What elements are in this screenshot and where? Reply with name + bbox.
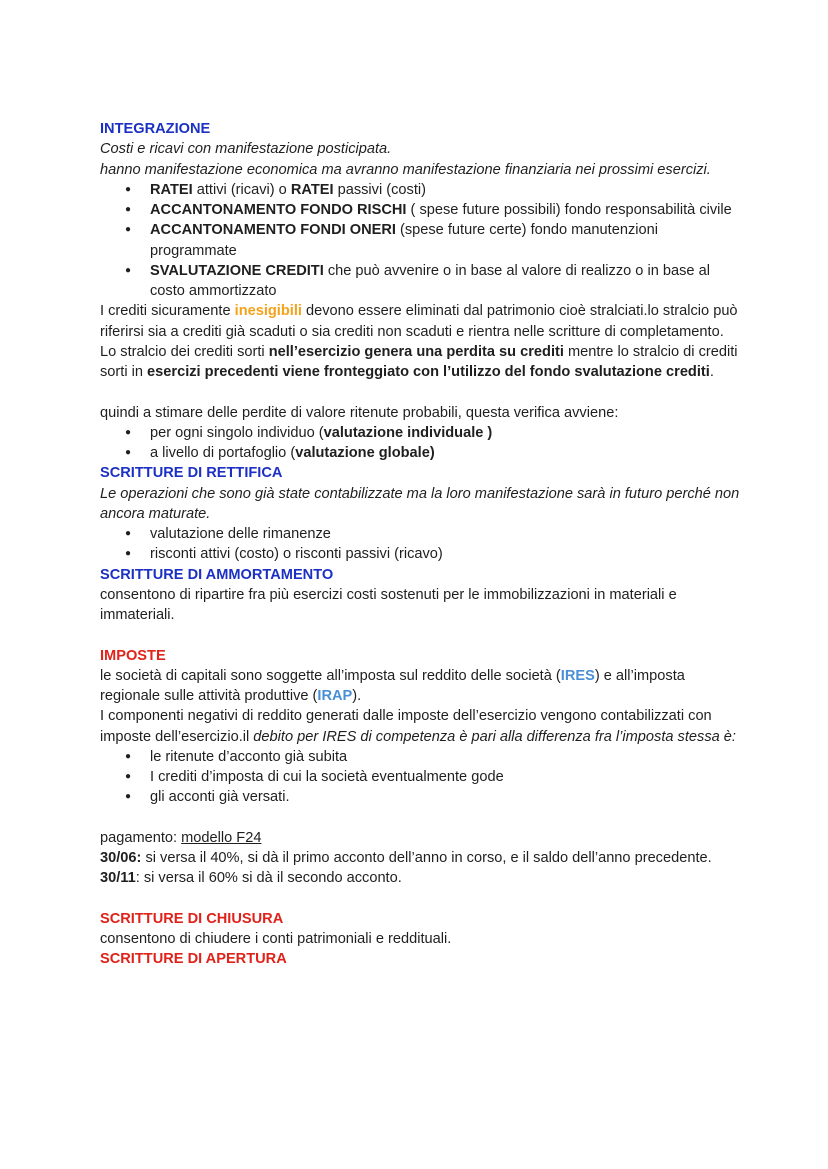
document-page [100, 119, 740, 970]
integrazione-heading: INTEGRAZIONE [100, 121, 211, 137]
list-item: ● ACCANTONAMENTO FONDI ONERI (spese future certe) fondo manutenzioni programmate [100, 220, 740, 261]
pagamento-line: pagamento: modello F24 [100, 829, 262, 846]
rettifica-heading: SCRITTURE DI RETTIFICA [100, 465, 283, 482]
stima-list [100, 423, 740, 464]
date1-line: 30/06: si versa il 40%, si dà il primo acconto dell’anno in corso, e il saldo dell’anno precedente. [100, 850, 712, 866]
list-item: ● ACCANTONAMENTO FONDO RISCHI ( spese future possibili) fondo responsabilità civile [100, 200, 740, 220]
integrazione-description: hanno manifestazione economica ma avranno manifestazione finanziaria nei prossimi esercizi. [100, 161, 711, 178]
integrazione-list [100, 180, 740, 302]
chiusura-description: consentono di chiudere i conti patrimoniali e reddituali. [100, 931, 452, 947]
apertura-heading: SCRITTURE DI APERTURA [100, 951, 287, 968]
list-item: ● RATEI attivi (ricavi) o RATEI passivi (costi) [100, 180, 740, 200]
rettifica-list [100, 524, 740, 565]
ammortamento-description: consentono di ripartire fra più esercizi costi sostenuti per le immobilizzazioni in materiali e immateriali. [100, 586, 677, 623]
crediti-paragraph: I crediti sicuramente inesigibili devono essere eliminati dal patrimonio cioè stralciati.lo stralcio può riferirsi sia a crediti già scaduti o sia crediti non scaduti e rientra nelle scritture di completamento. Lo stralcio dei crediti sorti nell’esercizio genera una perdita su crediti mentre lo stralcio di crediti sorti in esercizi precedenti viene fronteggiato con l’utilizzo del fondo svalutazione crediti. [100, 303, 738, 380]
list-item: ● SVALUTAZIONE CREDITI che può avvenire o in base al valore di realizzo o in base al costo ammortizzato [100, 261, 740, 302]
integrazione-subtitle: Costi e ricavi con manifestazione posticipata. [100, 141, 392, 158]
componenti-paragraph: I componenti negativi di reddito generati dalle imposte dell’esercizio vengono contabilizzati con imposte dell’esercizio.il debito per IRES di competenza è pari alla differenza fra l’imposta stessa è: [100, 708, 736, 745]
rettifica-description: Le operazioni che sono già state contabilizzate ma la loro manifestazione sarà in futuro perché non ancora maturate. [100, 485, 740, 522]
list-item: ● risconti attivi (costo) o risconti passivi (ricavo) [100, 544, 740, 564]
imposte-list [100, 747, 740, 808]
imposte-paragraph: le società di capitali sono soggette all’imposta sul reddito delle società (IRES) e all’imposta regionale sulle attività produttive (IRAP). [100, 667, 685, 704]
imposte-heading: IMPOSTE [100, 647, 166, 664]
list-item: ● a livello di portafoglio (valutazione globale) [100, 443, 740, 463]
modello-f24-link[interactable]: modello F24 [181, 829, 262, 846]
inesigibili-highlight: inesigibili [234, 303, 302, 320]
irap-label: IRAP [317, 688, 353, 704]
chiusura-heading: SCRITTURE DI CHIUSURA [100, 910, 284, 927]
list-item: ● per ogni singolo individuo (valutazione individuale ) [100, 423, 740, 443]
date2-line: 30/11: si versa il 60% si dà il secondo acconto. [100, 870, 402, 887]
list-item: ● le ritenute d’acconto già subita [100, 747, 740, 767]
ammortamento-heading: SCRITTURE DI AMMORTAMENTO [100, 566, 334, 583]
stima-paragraph: quindi a stimare delle perdite di valore ritenute probabili, questa verifica avviene: [100, 404, 619, 421]
list-item: ● gli acconti già versati. [100, 787, 740, 807]
ires-label: IRES [560, 667, 595, 684]
list-item: ● valutazione delle rimanenze [100, 524, 740, 544]
list-item: ● I crediti d’imposta di cui la società eventualmente gode [100, 767, 740, 787]
